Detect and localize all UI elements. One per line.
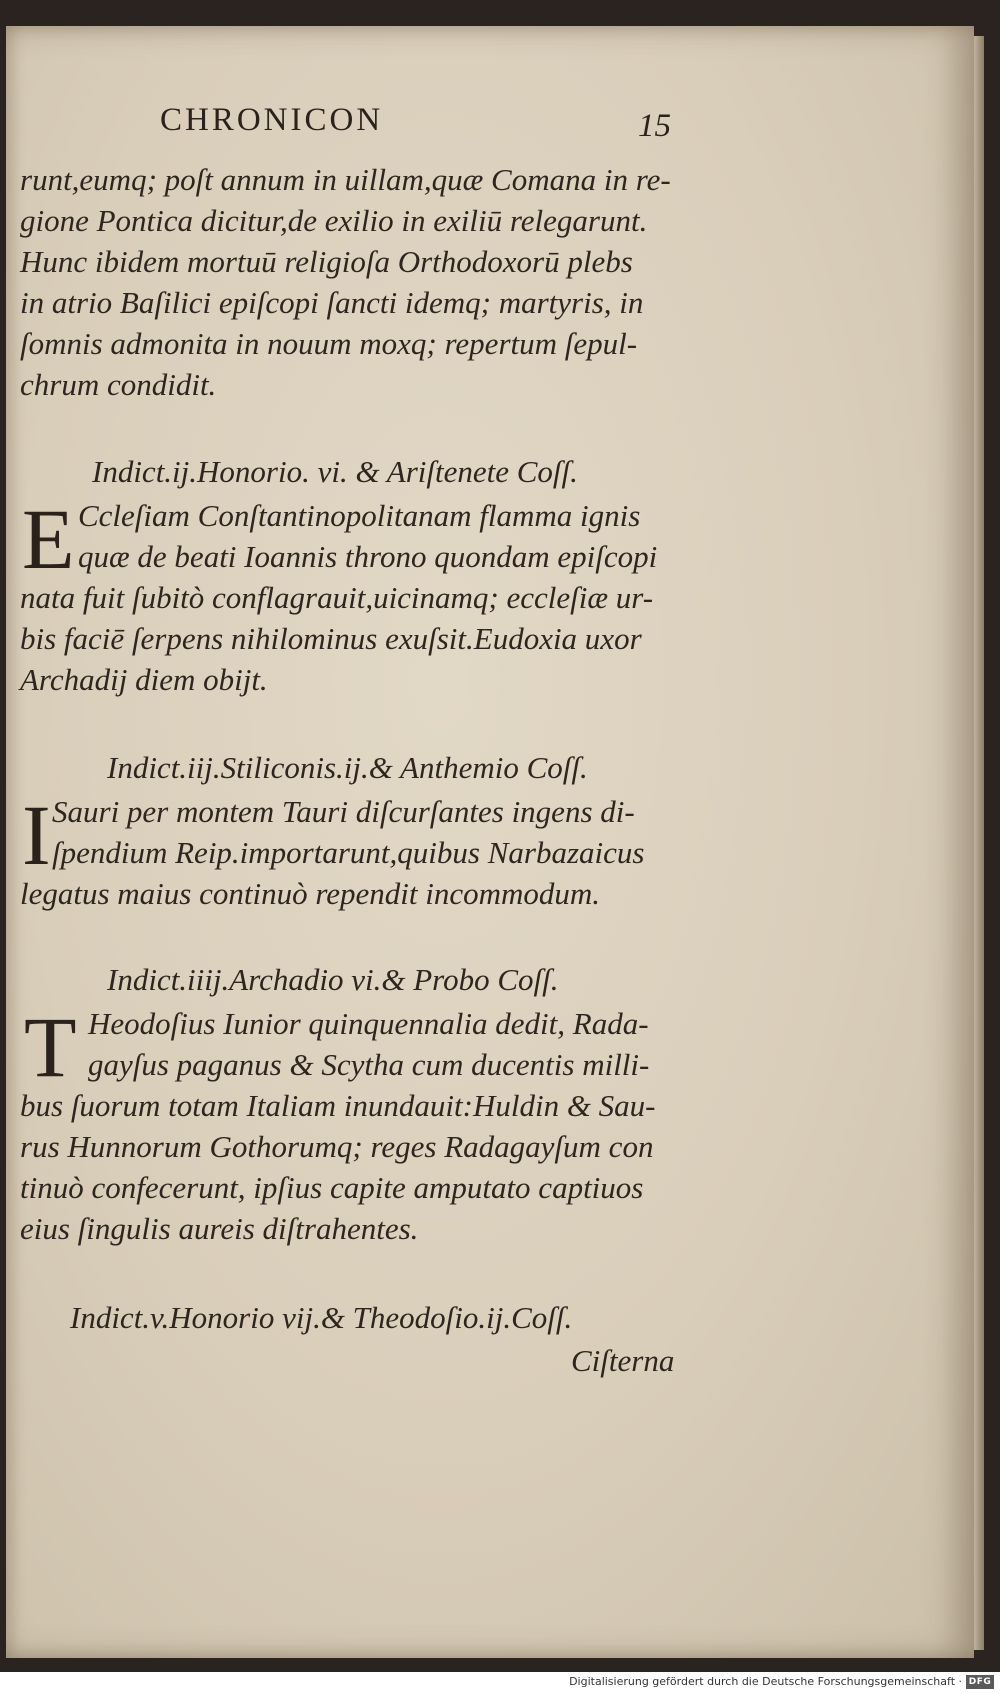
- text-line: quæ de beati Ioannis throno quondam epiſcopi: [78, 539, 658, 574]
- text-line: eius ſingulis aureis diſtrahentes.: [20, 1211, 419, 1246]
- entry-heading: Indict.v.Honorio vij.& Theodoſio.ij.Coſſ.: [70, 1300, 573, 1335]
- drop-initial: E: [22, 491, 75, 587]
- text-line: gayſus paganus & Scytha cum ducentis milli-: [88, 1047, 650, 1082]
- page-edge: [974, 36, 984, 1650]
- entry-heading: Indict.iiij.Archadio vi.& Probo Coſſ.: [107, 962, 559, 997]
- text-line: nata fuit ſubitò conflagrauit,uicinamq; eccleſiæ ur-: [20, 580, 654, 615]
- text-line: runt,eumq; poſt annum in uillam,quæ Comana in re-: [20, 162, 671, 197]
- footer-bar: [0, 1672, 1000, 1693]
- text-line: legatus maius continuò rependit incommodum.: [20, 876, 601, 911]
- text-line: chrum condidit.: [20, 367, 217, 402]
- text-line: bus ſuorum totam Italiam inundauit:Huldin & Sau-: [20, 1088, 656, 1123]
- page-number: 15: [638, 108, 671, 144]
- text-line: Sauri per montem Tauri diſcurſantes ingens di-: [52, 794, 635, 829]
- text-line: Hunc ibidem mortuū religioſa Orthodoxorū plebs: [20, 244, 633, 279]
- entry-heading: Indict.iij.Stiliconis.ij.& Anthemio Coſſ.: [107, 750, 588, 785]
- dfg-logo: DFG: [966, 1675, 994, 1689]
- drop-initial: T: [24, 999, 77, 1095]
- text-line: ſpendium Reip.importarunt,quibus Narbazaicus: [52, 835, 645, 870]
- text-line: rus Hunnorum Gothorumq; reges Radagayſum con: [20, 1129, 654, 1164]
- running-title: CHRONICON: [160, 102, 384, 138]
- text-line: Heodoſius Iunior quinquennalia dedit, Rada-: [88, 1006, 649, 1041]
- page-header: [0, 102, 1000, 152]
- text-line: ſomnis admonita in nouum moxq; repertum ſepul-: [20, 326, 638, 361]
- entry-heading: Indict.ij.Honorio. vi. & Ariſtenete Coſſ.: [92, 454, 578, 489]
- catchword: Ciſterna: [571, 1343, 675, 1378]
- funding-credit: Digitalisierung gefördert durch die Deutsche Forschungsgemeinschaft ·: [569, 1675, 962, 1688]
- text-line: Ccleſiam Conſtantinopolitanam flamma ignis: [78, 498, 641, 533]
- text-line: tinuò confecerunt, ipſius capite amputato captiuos: [20, 1170, 644, 1205]
- text-line: Archadij diem obijt.: [20, 662, 268, 697]
- text-line: bis faciē ſerpens nihilominus exuſsit.Eudoxia uxor: [20, 621, 642, 656]
- drop-initial: I: [22, 787, 51, 883]
- text-line: gione Pontica dicitur,de exilio in exiliū relegarunt.: [20, 203, 648, 238]
- text-line: in atrio Baſilici epiſcopi ſancti idemq; martyris, in: [20, 285, 644, 320]
